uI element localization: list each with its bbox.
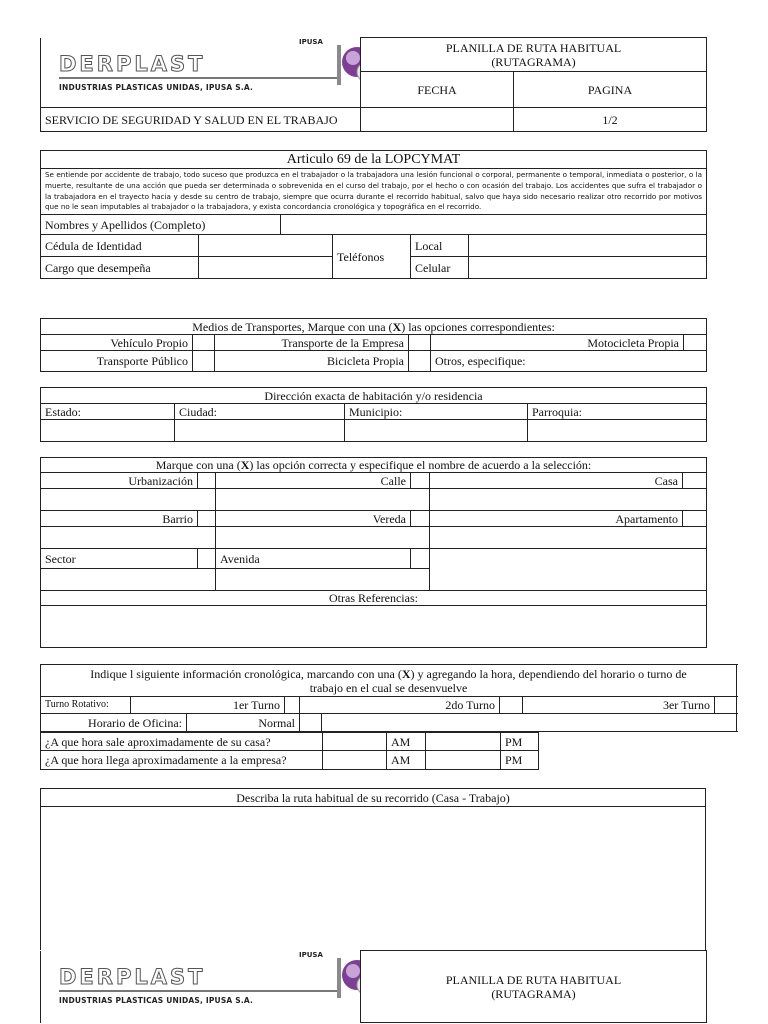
personal-data-table <box>40 150 707 279</box>
horario-oficina-field[interactable] <box>322 714 737 732</box>
option-vereda: Vereda <box>216 511 411 527</box>
option-motocicleta: Motocicleta Propia <box>431 335 684 351</box>
next-page-logo-cell <box>41 951 361 1023</box>
article-text: Se entiende por accidente de trabajo, todo suceso que produzca en el trabajador o la trabajadora una lesión funcional o corporal, permanente o temporal, inmediata o posterior, o la muerte, resultante de una acción que pueda ser determinada o sobrevenida en el curso del trabajo, por el hecho o con ocasión del trabajo. Los accidentes que sufra el trabajador o la trabajadora en el trayecto hacia y desde su centro de trabajo, siempre que ocurra durante el recorrido habitual, salvo que haya sido necesario realizar otro recorrido por motivos que no le sean imputables al trabajador o la trabajadora, y exista concordancia cronológica y topográfica en el recorrido. <box>41 169 707 215</box>
checkbox-transporte-publico[interactable] <box>193 351 215 372</box>
checkbox-transporte-empresa[interactable] <box>409 335 431 351</box>
estado-label: Estado: <box>41 404 175 420</box>
header-table <box>40 37 707 132</box>
sale-am-label: AM <box>387 733 426 751</box>
option-avenida: Avenida <box>216 549 411 569</box>
checkbox-2do-turno[interactable] <box>500 697 523 714</box>
option-barrio: Barrio <box>41 511 198 527</box>
selection-title: Marque con una (X) las opción correcta y especifique el nombre de acuerdo a la selección: <box>41 458 707 473</box>
route-title: Describa la ruta habitual de su recorrido (Casa - Trabajo) <box>41 789 706 807</box>
checkbox-vehiculo-propio[interactable] <box>193 335 215 351</box>
option-bicicleta: Bicicleta Propia <box>215 351 409 372</box>
schedule-title: Indique l siguiente información cronológica, marcando con una (X) y agregando la hora, dependiendo del horario o turno de trabajo en el cual se desenvuelve <box>41 665 737 697</box>
telefonos-label: Teléfonos <box>333 235 411 279</box>
local-phone-field[interactable] <box>469 235 707 257</box>
barrio-field[interactable] <box>41 527 216 549</box>
celular-label: Celular <box>411 257 469 279</box>
local-label: Local <box>411 235 469 257</box>
llega-empresa-field[interactable] <box>323 751 387 770</box>
option-casa: Casa <box>430 473 683 489</box>
avenida-field[interactable] <box>216 569 430 591</box>
checkbox-barrio[interactable] <box>198 511 216 527</box>
form-subtitle: (RUTAGRAMA) <box>491 54 576 69</box>
otras-referencias-label: Otras Referencias: <box>41 591 707 606</box>
sector-field[interactable] <box>41 569 216 591</box>
option-3er-turno: 3er Turno <box>523 697 715 714</box>
department-label: SERVICIO DE SEGURIDAD Y SALUD EN EL TRABAJO <box>41 108 361 132</box>
brand-name: IPUSA <box>299 38 323 47</box>
llega-am-label: AM <box>387 751 426 770</box>
schedule-times-table <box>40 732 539 770</box>
vereda-field[interactable] <box>216 527 430 549</box>
checkbox-urbanizacion[interactable] <box>198 473 216 489</box>
option-sector: Sector <box>41 549 198 569</box>
next-form-title-cell <box>361 951 707 1023</box>
option-apartamento: Apartamento <box>430 511 683 527</box>
logo-divider <box>59 77 341 79</box>
otras-referencias-field[interactable] <box>41 606 707 648</box>
option-transporte-publico: Transporte Público <box>41 351 193 372</box>
municipio-label: Municipio: <box>345 404 528 420</box>
sale-pm-label: PM <box>501 733 539 751</box>
urbanizacion-field[interactable] <box>41 489 216 511</box>
pagina-label: PAGINA <box>514 72 707 108</box>
checkbox-bicicleta[interactable] <box>409 351 431 372</box>
form-title: PLANILLA DE RUTA HABITUAL <box>445 40 622 55</box>
address-table <box>40 387 707 442</box>
company-logo: DERPLAST <box>59 52 206 77</box>
checkbox-motocicleta[interactable] <box>684 335 707 351</box>
company-subtitle: INDUSTRIAS PLASTICAS UNIDAS, IPUSA S.A. <box>59 83 254 93</box>
llega-time-field[interactable] <box>426 751 501 770</box>
transport-title: Medios de Transportes, Marque con una (X) las opciones correspondientes: <box>41 319 707 335</box>
checkbox-apartamento[interactable] <box>683 511 707 527</box>
next-form-subtitle: (RUTAGRAMA) <box>491 986 576 1001</box>
estado-field[interactable] <box>41 420 175 442</box>
option-2do-turno: 2do Turno <box>300 697 500 714</box>
nombres-label: Nombres y Apellidos (Completo) <box>41 215 281 235</box>
next-ipusa-logo-icon <box>331 958 361 998</box>
transport-table <box>40 318 707 372</box>
checkbox-casa[interactable] <box>683 473 707 489</box>
checkbox-vereda[interactable] <box>411 511 430 527</box>
checkbox-sector[interactable] <box>198 549 216 569</box>
fecha-label: FECHA <box>361 72 514 108</box>
option-vehiculo-propio: Vehículo Propio <box>41 335 193 351</box>
checkbox-avenida[interactable] <box>411 549 430 569</box>
parroquia-label: Parroquia: <box>528 404 707 420</box>
address-type-table <box>40 457 707 648</box>
sale-casa-field[interactable] <box>323 733 387 751</box>
article-title: Articulo 69 de la LOPCYMAT <box>41 151 707 169</box>
company-logo-cell <box>41 38 361 108</box>
schedule-table <box>40 664 737 732</box>
ciudad-field[interactable] <box>175 420 345 442</box>
horario-oficina-label: Horario de Oficina: <box>41 714 187 732</box>
sale-casa-label: ¿A que hora sale aproximadamente de su casa? <box>41 733 323 751</box>
cargo-label: Cargo que desempeña <box>41 257 199 279</box>
ipusa-logo-icon <box>331 45 361 85</box>
calle-field[interactable] <box>216 489 430 511</box>
option-normal: Normal <box>187 714 300 732</box>
fecha-value[interactable] <box>361 108 514 132</box>
apartamento-field[interactable] <box>430 527 707 549</box>
llega-pm-label: PM <box>501 751 539 770</box>
route-description-field[interactable] <box>41 807 706 950</box>
next-brand-name: IPUSA <box>299 950 323 959</box>
option-1er-turno: 1er Turno <box>131 697 285 714</box>
llega-empresa-label: ¿A que hora llega aproximadamente a la empresa? <box>41 751 323 770</box>
municipio-field[interactable] <box>345 420 528 442</box>
checkbox-1er-turno[interactable] <box>285 697 300 714</box>
sale-time-field[interactable] <box>426 733 501 751</box>
parroquia-field[interactable] <box>528 420 707 442</box>
next-company-subtitle: INDUSTRIAS PLASTICAS UNIDAS, IPUSA S.A. <box>59 995 254 1005</box>
next-form-title: PLANILLA DE RUTA HABITUAL <box>445 972 622 987</box>
option-transporte-empresa: Transporte de la Empresa <box>215 335 409 351</box>
option-calle: Calle <box>216 473 411 489</box>
turno-rotativo-label: Turno Rotativo: <box>41 697 131 714</box>
checkbox-3er-turno[interactable] <box>715 697 737 714</box>
route-table <box>40 788 706 950</box>
next-logo-divider <box>59 990 341 992</box>
address-title: Dirección exacta de habitación y/o residencia <box>41 388 707 404</box>
cedula-field[interactable] <box>199 235 333 257</box>
form-title-cell <box>361 38 707 72</box>
page-number: 1/2 <box>514 108 707 132</box>
cargo-field[interactable] <box>199 257 333 279</box>
cedula-label: Cédula de Identidad <box>41 235 199 257</box>
extra-field[interactable] <box>430 549 707 591</box>
celular-phone-field[interactable] <box>469 257 707 279</box>
casa-field[interactable] <box>430 489 707 511</box>
option-urbanizacion: Urbanización <box>41 473 198 489</box>
nombres-field[interactable] <box>281 215 707 235</box>
next-company-logo: DERPLAST <box>59 964 206 989</box>
option-otros[interactable]: Otros, especifique: <box>431 351 707 372</box>
ciudad-label: Ciudad: <box>175 404 345 420</box>
checkbox-normal[interactable] <box>300 714 322 732</box>
checkbox-calle[interactable] <box>411 473 430 489</box>
next-page-header <box>40 950 707 1023</box>
